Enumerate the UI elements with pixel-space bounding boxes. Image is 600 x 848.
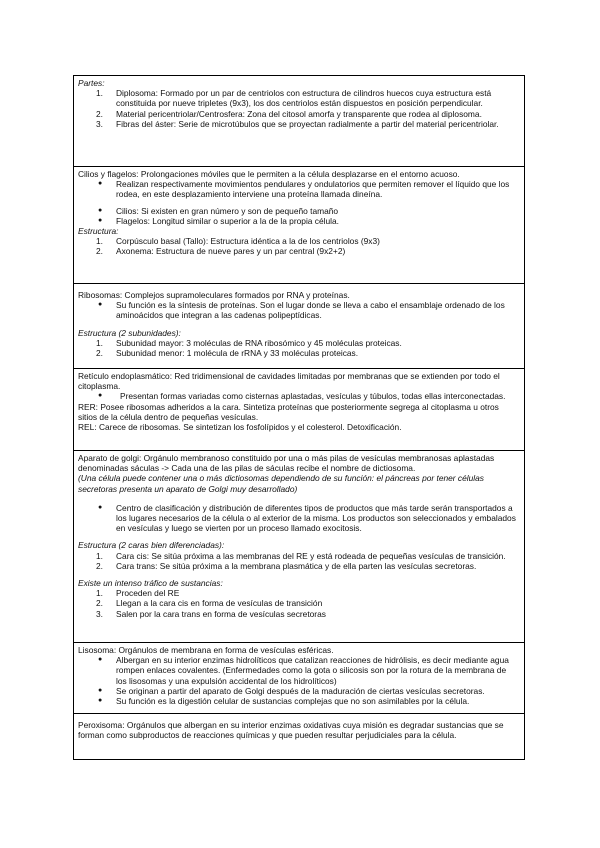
list-item: ● Presentan formas variadas como cisternas aplastadas, vesículas y túbulos, todas ellas interconectadas. [98, 391, 506, 402]
list-item: 2. Llegan a la cara cis en forma de vesículas de transición [96, 598, 323, 609]
list-item: ● Cilios: Si existen en gran número y son de pequeño tamaño [98, 205, 339, 216]
list-item: ● Su función es la digestión celular de sustancias complejas que no son asimilables por la célula. [98, 696, 470, 707]
section-reticulo [73, 368, 525, 451]
golgi-intro: Aparato de golgi: Orgánulo membranoso constituido por una o más pilas de vesículas membranosas aplastadas denominadas sáculas -> Cada una de las pilas de sáculas recibe el nombre de dictiosoma. [78, 453, 495, 474]
list-item: 1. Cara cis: Se sitúa próxima a las membranas del RE y está rodeada de pequeñas vesículas de transición. [96, 550, 506, 561]
list-item: 3. Fibras del áster: Serie de microtúbulos que se proyectan radialmente a partir del material pericentriolar. [96, 118, 499, 129]
list-item: ● Albergan en su interior enzimas hidrolíticos que catalizan reacciones de hidrólisis, es decir mediante agua rompen enlaces covalentes. (Enfermedades como la gota o silicosis son por la rotura de la membrana de los lisosomas y una expulsión accidental de los hidrolíticos) [98, 655, 509, 686]
section-partes [73, 75, 525, 167]
bullet-icon: ● [98, 216, 103, 224]
section-cilios [73, 166, 525, 284]
bullet-icon: ● [98, 392, 103, 400]
ribosomas-estructura-heading: Estructura (2 subunidades): [78, 327, 181, 338]
bullet-icon: ● [98, 503, 103, 511]
list-item: 1. Corpúsculo basal (Tallo): Estructura idéntica a la de los centriolos (9x3) [96, 236, 380, 247]
ribosomas-intro: Ribosomas: Complejos supramoleculares formados por RNA y proteínas. [78, 290, 350, 300]
list-item: ● Centro de clasificación y distribución de diferentes tipos de productos que más tarde serán transportados a los lugares necesarios de la célula o al exterior de la misma. Los productos son seleccionados y embalados en vesículas y luego se vierten por un proceso llamado exocitosis. [98, 502, 516, 534]
peroxisoma-intro: Peroxisoma: Orgánulos que albergan en su interior enzimas oxidativas cuya misión es degradar sustancias que se forman como subproductos de reacciones químicas y que pueden resultar perjudiciales para la célula. [78, 720, 504, 741]
list-item: ● Realizan respectivamente movimientos pendulares y ondulatorios que permiten remover el líquido que los rodea, en este desplazamiento interviene una proteína llamada dineína. [98, 179, 510, 200]
list-item: ● Su función es la síntesis de proteínas. Son el lugar donde se lleva a cabo el ensamblaje ordenado de los aminoácidos que integran a las cadenas polipeptídicas. [98, 300, 505, 321]
cilios-estructura-heading: Estructura: [78, 226, 119, 237]
list-item: ● Flagelos: Longitud similar o superior a la de la propia célula. [98, 215, 339, 226]
list-item: 3. Salen por la cara trans en forma de vesículas secretoras [96, 608, 326, 619]
list-item: ● Se originan a partir del aparato de Golgi después de la maduración de ciertas vesículas secretoras. [98, 685, 485, 696]
reticulo-rel: REL: Carece de ribosomas. Se sintetizan los fosfolípidos y el colesterol. Detoxificación. [78, 422, 402, 433]
list-item: 1. Diplosoma: Formado por un par de centriolos con estructura de cilindros huecos cuya estructura está constituida por nueve tripletes (9x3), los dos centriolos están dispuestos en posición perpendicular. [96, 88, 492, 109]
bullet-icon: ● [98, 656, 103, 664]
section-peroxisoma [73, 713, 525, 760]
list-item: 2. Material pericentriolar/Centrosfera: Zona del citosol amorfa y transparente que rodea al diplosoma. [96, 108, 482, 119]
reticulo-intro: Retículo endoplasmático: Red tridimensional de cavidades limitadas por membranas que se extienden por todo el citoplasma. [78, 371, 500, 392]
section-golgi [73, 450, 525, 643]
list-item: 2. Subunidad menor: 1 molécula de rRNA y 33 moléculas proteicas. [96, 348, 359, 359]
bullet-icon: ● [98, 301, 103, 309]
bullet-icon: ● [98, 180, 103, 188]
cilios-intro: Cilios y flagelos: Prolongaciones móviles que le permiten a la célula desplazarse en el entorno acuoso. [78, 169, 460, 179]
bullet-icon: ● [98, 697, 103, 705]
list-item: 2. Cara trans: Se sitúa próxima a la membrana plasmática y de ella parten las vesículas secretoras. [96, 560, 477, 571]
bullet-icon: ● [98, 206, 103, 214]
partes-heading: Partes: [78, 78, 105, 88]
golgi-note: (Una célula puede contener una o más dictiosomas dependiendo de su función: el páncreas por tener células secretoras presenta un aparato de Golgi muy desarrollado) [78, 473, 484, 494]
list-item: 1. Subunidad mayor: 3 moléculas de RNA ribosómico y 45 moléculas proteicas. [96, 337, 402, 348]
section-lisosoma [73, 642, 525, 714]
list-item: 2. Axonema: Estructura de nueve pares y un par central (9x2+2) [96, 246, 346, 257]
reticulo-rer: RER: Posee ribosomas adheridos a la cara. Sintetiza proteínas que posteriormente segrega al citoplasma u otros sitios de la célula dentro de pequeñas vesículas. [78, 401, 499, 422]
section-ribosomas [73, 283, 525, 369]
lisosoma-intro: Lisosoma: Orgánulos de membrana en forma de vesículas esféricas. [78, 645, 334, 655]
golgi-trafico-heading: Existe un intenso tráfico de sustancias: [78, 578, 223, 589]
bullet-icon: ● [98, 686, 103, 694]
golgi-estructura-heading: Estructura (2 caras bien diferenciadas): [78, 540, 225, 551]
list-item: 1. Proceden del RE [96, 588, 180, 599]
